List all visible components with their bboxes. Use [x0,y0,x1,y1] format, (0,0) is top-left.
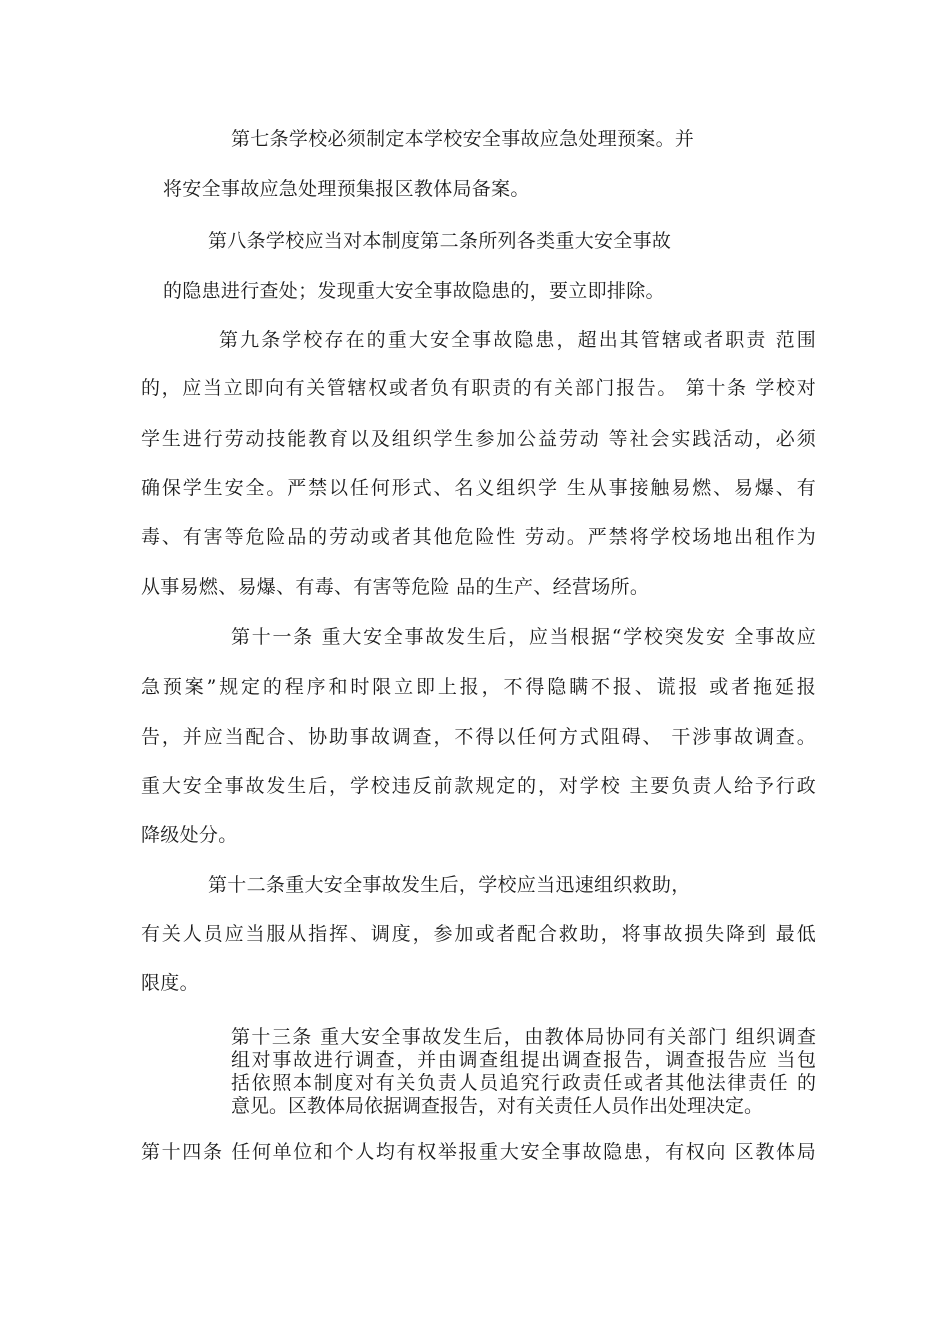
article-10-line-2: 确保学生安全。严禁以任何形式、名义组织学 生从事接触易燃、易爆、有 [141,477,816,499]
article-12-line-1: 第十二条重大安全事故发生后，学校应当迅速组织救助， [208,874,691,896]
article-13-block [231,1026,816,1118]
article-13-line-3: 括依照本制度对有关负责人员追究行政责任或者其他法律责任 的 [231,1072,816,1094]
article-11-line-5: 降级处分。 [141,824,238,846]
article-12-line-2: 有关人员应当服从指挥、调度，参加或者配合救助，将事故损失降到 最低 [141,923,816,945]
article-14-line-1: 第十四条 任何单位和个人均有权举报重大安全事故隐患，有权向 区教体局 [141,1141,816,1163]
article-8-line-1: 第八条学校应当对本制度第二条所列各类重大安全事故 [208,230,672,252]
article-7-line-2: 将安全事故应急处理预集报区教体局备案。 [163,178,530,200]
article-13-line-1: 第十三条 重大安全事故发生后，由教体局协同有关部门 组织调查 [231,1026,816,1048]
article-8-line-2: 的隐患进行查处；发现重大安全事故隐患的，要立即排除。 [163,280,665,302]
article-11-line-1: 第十一条 重大安全事故发生后，应当根据“学校突发安 全事故应 [231,626,816,648]
article-11-line-3: 告，并应当配合、协助事故调查，不得以任何方式阻碍、 干涉事故调查。 [141,726,816,748]
article-12-line-3: 限度。 [141,972,199,994]
article-13-line-2: 组对事故进行调查，并由调查组提出调查报告，调查报告应 当包 [231,1049,816,1071]
article-10-line-3: 毒、有害等危险品的劳动或者其他危险性 劳动。严禁将学校场地出租作为 [141,526,816,548]
article-9-line-2: 的，应当立即向有关管辖权或者负有职责的有关部门报告。 第十条 学校对 [141,377,816,399]
article-11-line-2: 急预案”规定的程序和时限立即上报，不得隐瞒不报、谎报 或者拖延报 [141,676,816,698]
article-7-line-1: 第七条学校必须制定本学校安全事故应急处理预案。并 [231,128,695,150]
article-10-line-4: 从事易燃、易爆、有毒、有害等危险 品的生产、经营场所。 [141,576,650,598]
article-13-line-4: 意见。区教体局依据调查报告，对有关责任人员作出处理决定。 [231,1095,764,1117]
article-9-line-1: 第九条学校存在的重大安全事故隐患，超出其管辖或者职责 范围 [219,329,816,351]
article-10-line-1: 学生进行劳动技能教育以及组织学生参加公益劳动 等社会实践活动，必须 [141,428,816,450]
article-11-line-4: 重大安全事故发生后，学校违反前款规定的，对学校 主要负责人给予行政 [141,775,816,797]
